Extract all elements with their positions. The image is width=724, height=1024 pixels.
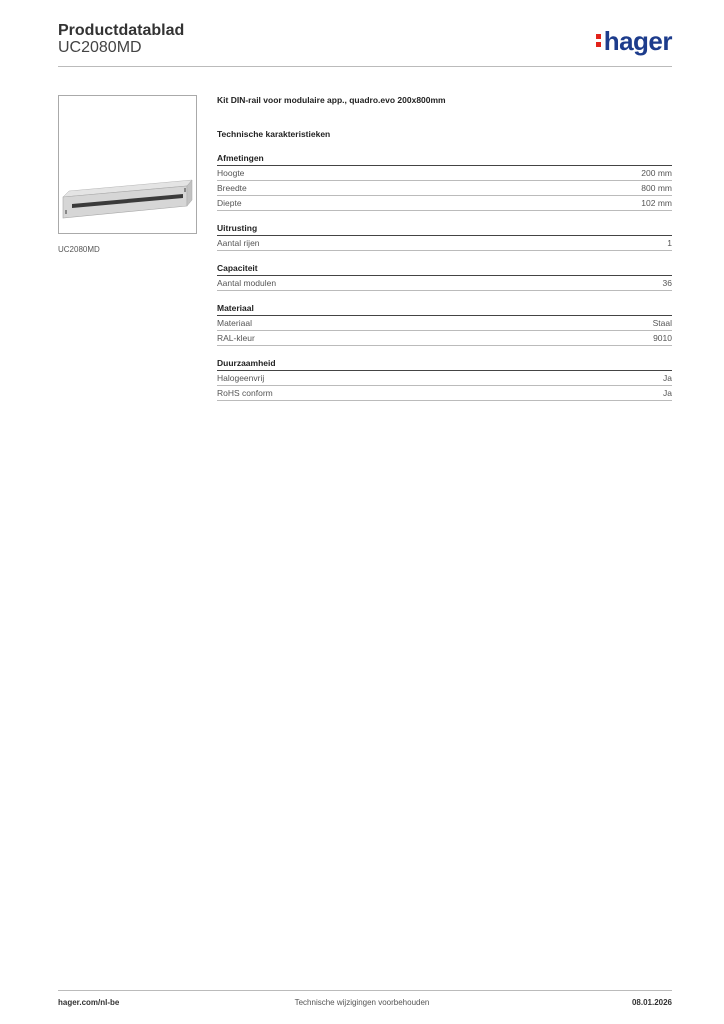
spec-group-afmetingen xyxy=(217,153,672,211)
product-code: UC2080MD xyxy=(58,39,142,56)
document-title: Productdatablad xyxy=(58,22,185,39)
spec-row xyxy=(217,196,672,211)
spec-value: 200 mm xyxy=(641,168,672,178)
group-title: Duurzaamheid xyxy=(217,358,672,371)
spec-row xyxy=(217,331,672,346)
spec-value: 1 xyxy=(667,238,672,248)
spec-label: Diepte xyxy=(217,198,242,208)
spec-value: Ja xyxy=(663,388,672,398)
spec-label: Materiaal xyxy=(217,318,252,328)
spec-row xyxy=(217,386,672,401)
spec-value: 102 mm xyxy=(641,198,672,208)
spec-value: Staal xyxy=(652,318,672,328)
spec-label: Aantal rijen xyxy=(217,238,260,248)
section-heading: Technische karakteristieken xyxy=(217,129,331,139)
footer-divider xyxy=(58,990,672,991)
spec-value: 9010 xyxy=(653,333,672,343)
group-title: Capaciteit xyxy=(217,263,672,276)
spec-row xyxy=(217,236,672,251)
spec-value: Ja xyxy=(663,373,672,383)
spec-label: Hoogte xyxy=(217,168,245,178)
group-title: Materiaal xyxy=(217,303,672,316)
spec-label: RAL-kleur xyxy=(217,333,255,343)
spec-value: 36 xyxy=(662,278,672,288)
spec-label: Halogeenvrij xyxy=(217,373,265,383)
din-rail-kit-icon xyxy=(59,96,196,233)
logo-dots-icon xyxy=(596,31,602,50)
spec-row xyxy=(217,316,672,331)
header-divider xyxy=(58,66,672,67)
group-title: Afmetingen xyxy=(217,153,672,166)
footer-website: hager.com/nl-be xyxy=(58,998,120,1007)
product-image xyxy=(58,95,197,234)
spec-group-materiaal xyxy=(217,303,672,346)
footer-notice: Technische wijzigingen voorbehouden xyxy=(294,998,430,1007)
image-caption: UC2080MD xyxy=(58,245,100,254)
spec-row xyxy=(217,166,672,181)
logo-text: hager xyxy=(603,26,672,56)
hager-logo xyxy=(596,26,672,57)
spec-label: Aantal modulen xyxy=(217,278,277,288)
footer-date: 08.01.2026 xyxy=(631,998,672,1007)
spec-group-duurzaamheid xyxy=(217,358,672,401)
product-title: Kit DIN-rail voor modulaire app., quadro.evo 200x800mm xyxy=(217,95,446,105)
spec-row xyxy=(217,276,672,291)
group-title: Uitrusting xyxy=(217,223,672,236)
spec-row xyxy=(217,371,672,386)
spec-label: Breedte xyxy=(217,183,247,193)
spec-label: RoHS conform xyxy=(217,388,273,398)
spec-group-uitrusting xyxy=(217,223,672,251)
spec-row xyxy=(217,181,672,196)
spec-content xyxy=(217,95,672,401)
spec-value: 800 mm xyxy=(641,183,672,193)
spec-group-capaciteit xyxy=(217,263,672,291)
